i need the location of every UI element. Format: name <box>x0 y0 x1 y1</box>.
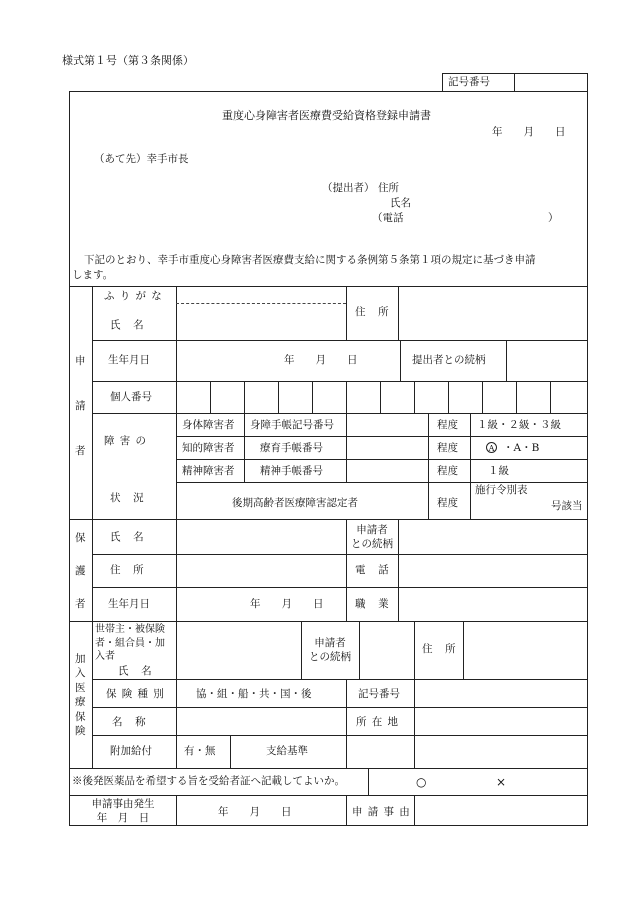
generic-drug-question: ※後発医薬品を希望する旨を受給者証へ記載してよいか。 <box>72 775 345 787</box>
symbol-number-field[interactable] <box>416 681 586 705</box>
insurance-kind-options[interactable]: 協・組・船・共・国・後 <box>196 688 312 700</box>
submitter-label: （提出者） <box>322 182 375 194</box>
reason-date-value[interactable]: 年 月 日 <box>218 806 292 818</box>
guardian-job-label: 職業 <box>355 598 402 610</box>
intellectual-disability-label: 知的障害者 <box>182 442 235 454</box>
mental-book-field[interactable] <box>348 461 426 480</box>
insurance-section-5: 保 <box>75 711 86 723</box>
relation-to-submitter-label: 提出者との続柄 <box>412 354 486 366</box>
applicant-name-label: 氏名 <box>110 319 157 331</box>
statement: 下記のとおり、幸手市重度心身障害者医療費支給に関する条例第５条第１項の規定に基づき申請 <box>84 254 536 266</box>
physical-degree-options[interactable]: １級・２級・３級 <box>477 419 561 431</box>
applicant-furigana-field[interactable] <box>178 288 344 302</box>
elderly-certified-label: 後期高齢者医療障害認定者 <box>232 497 358 509</box>
reason-field[interactable] <box>416 797 586 824</box>
relation-to-submitter-field[interactable] <box>508 342 586 379</box>
guardian-section-3: 者 <box>75 598 86 610</box>
reason-label: 申請事由 <box>352 806 415 818</box>
reason-date-label: 申請事由発生 <box>91 798 155 810</box>
elderly-degree-label: 程度 <box>437 497 458 509</box>
submitter-name-label: 氏名 <box>390 197 411 209</box>
physical-book-label: 身障手帳記号番号 <box>250 419 334 431</box>
guardian-section-1: 保 <box>75 532 86 544</box>
guardian-address-label: 住所 <box>110 564 157 576</box>
my-number-field[interactable] <box>178 383 586 411</box>
intellectual-degree-label: 程度 <box>437 442 458 454</box>
applicant-name-field[interactable] <box>178 306 344 338</box>
guardian-name-field[interactable] <box>178 521 344 552</box>
generic-yes-option[interactable]: ○ <box>416 775 427 789</box>
symbol-number-label: 記号番号 <box>358 688 400 700</box>
submitter-phone-close: ） <box>548 212 559 224</box>
mental-degree-value[interactable]: １級 <box>488 465 509 477</box>
record-number-field[interactable] <box>516 74 586 91</box>
payment-criteria-label: 支給基準 <box>266 745 308 757</box>
mental-disability-label: 精神障害者 <box>182 465 235 477</box>
insurance-address-field[interactable] <box>465 623 586 677</box>
submitter-address-label: 住所 <box>378 182 399 194</box>
insurance-section-3: 医 <box>75 682 86 694</box>
household-head-name-label: 氏名 <box>118 665 165 677</box>
additional-benefit-options[interactable]: 有・無 <box>184 745 216 757</box>
guardian-phone-label: 電話 <box>355 564 402 576</box>
applicant-section-3: 者 <box>75 445 86 457</box>
applicant-address-field[interactable] <box>400 288 586 338</box>
applicant-birth-label: 生年月日 <box>108 354 150 366</box>
statement-cont: します。 <box>72 269 114 281</box>
generic-no-option[interactable]: × <box>496 775 507 789</box>
applicant-section-2: 請 <box>75 400 86 412</box>
mental-degree-label: 程度 <box>437 465 458 477</box>
circled-a-option[interactable]: A <box>486 442 497 453</box>
applicant-section-1: 申 <box>75 355 86 367</box>
physical-book-field[interactable] <box>348 415 426 434</box>
mental-book-label: 精神手帳番号 <box>260 465 323 477</box>
insurance-section-2: 入 <box>75 667 86 679</box>
form-title: 重度心身障害者医療費受給資格登録申請書 <box>222 109 431 122</box>
insurer-location-field[interactable] <box>416 709 586 733</box>
applicant-birth-value[interactable]: 年 月 日 <box>284 354 358 366</box>
applicant-furigana-label: ふりがな <box>104 290 167 302</box>
addressee: （あて先）幸手市長 <box>94 153 189 165</box>
physical-degree-label: 程度 <box>437 419 458 431</box>
payment-criteria-field[interactable] <box>348 737 412 766</box>
elderly-note-2: 号該当 <box>551 500 583 512</box>
guardian-section-2: 護 <box>75 565 86 577</box>
insurance-relation-field[interactable] <box>361 623 412 677</box>
additional-benefit-label: 附加給付 <box>110 745 152 757</box>
household-head-name-field[interactable] <box>178 623 299 677</box>
application-date[interactable]: 年 月 日 <box>492 126 566 138</box>
insurance-section-6: 険 <box>75 725 86 737</box>
insurer-location-label: 所在地 <box>356 716 404 728</box>
guardian-address-field[interactable] <box>178 556 344 585</box>
household-head-label: 世帯主・被保険 者・組合員・加 入者 <box>95 624 165 662</box>
insurer-name-label: 名称 <box>112 716 159 728</box>
guardian-birth-label: 生年月日 <box>108 598 150 610</box>
intellectual-degree-options[interactable]: ・A・B <box>503 442 540 454</box>
guardian-name-label: 氏名 <box>110 531 157 543</box>
guardian-phone-field[interactable] <box>400 556 586 585</box>
disability-label: 障害の <box>104 435 152 447</box>
physical-disability-label: 身体障害者 <box>182 419 235 431</box>
form-number: 様式第１号（第３条関係） <box>62 54 194 67</box>
insurance-section-4: 療 <box>75 696 86 708</box>
guardian-relation-field[interactable] <box>400 521 586 552</box>
guardian-relation-label: 申請者 との続柄 <box>351 524 393 551</box>
intellectual-book-field[interactable] <box>348 438 426 457</box>
my-number-label: 個人番号 <box>110 391 152 403</box>
status-label: 状況 <box>110 492 157 504</box>
guardian-birth-value[interactable]: 年 月 日 <box>250 598 324 610</box>
guardian-job-field[interactable] <box>400 589 586 619</box>
insurance-section-1: 加 <box>75 653 86 665</box>
elderly-note-1: 施行令別表 <box>475 484 528 496</box>
insurance-relation-label: 申請者 との続柄 <box>309 637 351 664</box>
applicant-address-label: 住所 <box>355 306 402 318</box>
reason-date-label-2: 年 月 日 <box>96 812 150 824</box>
insurance-kind-label: 保険種別 <box>106 688 169 700</box>
record-number-label: 記号番号 <box>448 76 490 88</box>
insurer-name-field[interactable] <box>178 709 344 733</box>
intellectual-book-label: 療育手帳番号 <box>260 442 323 454</box>
insurance-address-label: 住所 <box>422 643 469 655</box>
submitter-phone-label: （電話 <box>372 212 404 224</box>
